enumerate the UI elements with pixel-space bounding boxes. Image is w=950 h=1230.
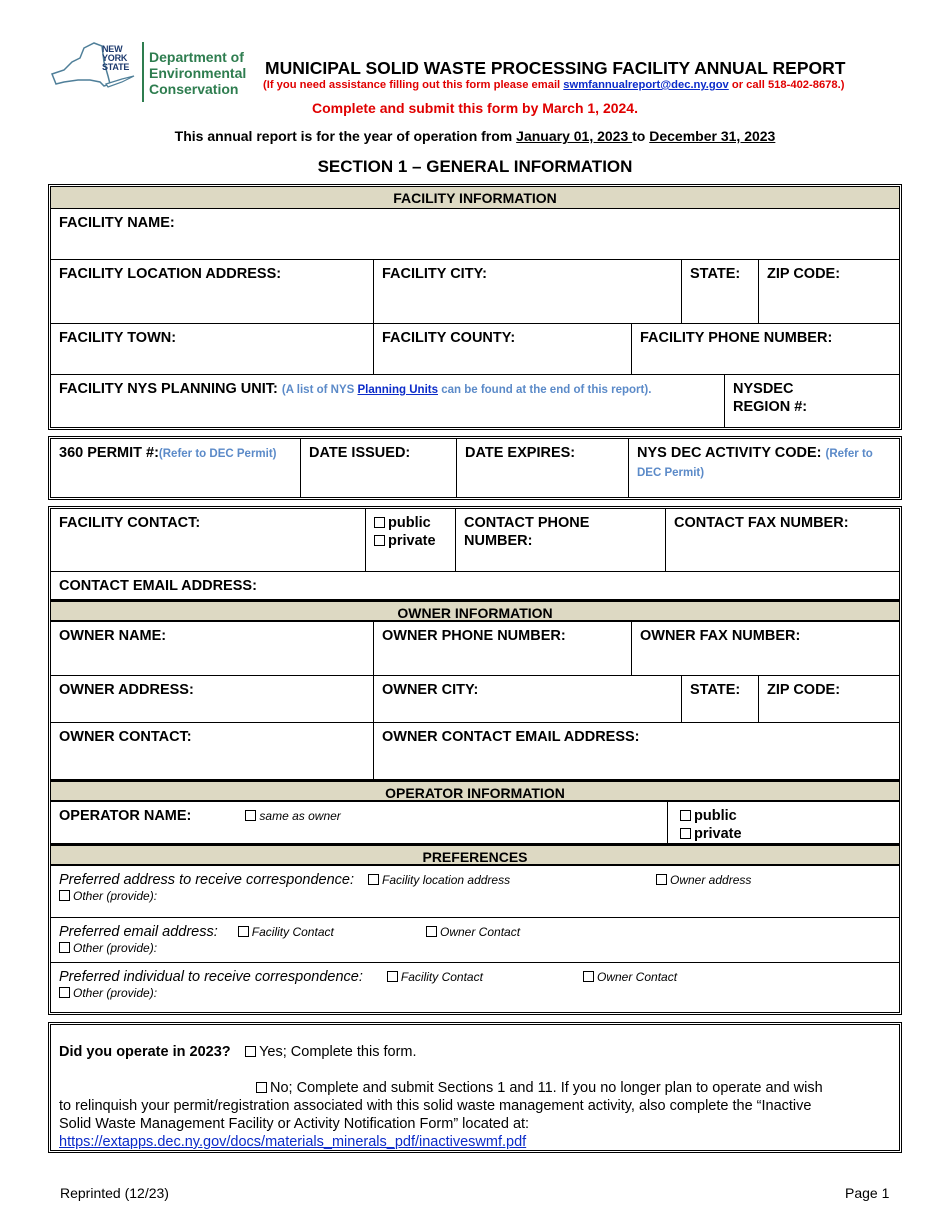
due-date-notice: Complete and submit this form by March 1, 2024. [312, 100, 638, 116]
operate-no-option[interactable]: No; Complete and submit Sections 1 and 11. If you no longer plan to operate and wish [59, 1079, 891, 1097]
facility-city-field[interactable]: FACILITY CITY: [374, 260, 682, 323]
facility-planning-unit-field[interactable]: FACILITY NYS PLANNING UNIT: (A list of NYS Planning Units can be found at the end of this report). [51, 375, 725, 427]
operate-yes-checkbox[interactable] [245, 1046, 256, 1057]
operate-no-text: No; Complete and submit Sections 1 and 11. If you no longer plan to operate and wish to relinquish your permit/registration associated with this solid waste management activity, also complete the “Inactive Solid Waste Management Facility or Activity Notification Form” located at: https://extapps.dec.ny.gov/docs/materials_minerals_pdf/inactiveswmf.pdf [59, 1079, 891, 1151]
nys-dec-logo [50, 40, 255, 106]
owner-contact-field[interactable]: OWNER CONTACT: [51, 723, 374, 779]
same-as-owner-option[interactable]: same as owner [245, 808, 340, 824]
pref-individual-other[interactable]: Other (provide): [59, 984, 891, 1002]
pref-email-facility[interactable]: Facility Contact [238, 924, 334, 940]
pref-address-facility[interactable]: Facility location address [368, 872, 510, 888]
facility-zip-field[interactable]: ZIP CODE: [767, 266, 841, 282]
facility-town-field[interactable]: FACILITY TOWN: [51, 324, 374, 374]
private-checkbox[interactable] [374, 535, 385, 546]
operator-private-option[interactable]: private [680, 825, 891, 843]
facility-name-field[interactable]: FACILITY NAME: [59, 215, 175, 231]
owner-state-field[interactable]: STATE: [682, 676, 759, 722]
operate-yes-option[interactable]: Yes; Complete this form. [245, 1043, 416, 1060]
owner-info-band: OWNER INFORMATION [51, 600, 899, 622]
year-start: January 01, 2023 [516, 128, 633, 144]
pref-email-owner[interactable]: Owner Contact [426, 923, 520, 941]
operator-private-checkbox[interactable] [680, 828, 691, 839]
facility-phone-field[interactable]: FACILITY PHONE NUMBER: [640, 330, 833, 346]
planning-units-link[interactable]: Planning Units [357, 384, 438, 396]
permit-box [48, 436, 902, 500]
operator-public-checkbox[interactable] [680, 810, 691, 821]
logo-department-name: Department of Environmental Conservation [149, 49, 247, 97]
pref-individual-facility[interactable]: Facility Contact [387, 969, 483, 985]
same-as-owner-checkbox[interactable] [245, 810, 256, 821]
report-year-line: This annual report is for the year of operation from January 01, 2023 to December 31, 2023 [174, 128, 776, 144]
owner-address-field[interactable]: OWNER ADDRESS: [51, 676, 374, 722]
pref-address-facility-checkbox[interactable] [368, 874, 379, 885]
date-issued-field[interactable]: DATE ISSUED: [301, 439, 457, 497]
nysdec-region-field[interactable]: NYSDEC REGION #: [733, 381, 808, 415]
permit-number-field[interactable]: 360 PERMIT #:(Refer to DEC Permit) [51, 439, 301, 497]
pref-address-other[interactable]: Other (provide): [59, 887, 891, 905]
contact-phone-field[interactable]: CONTACT PHONE NUMBER: [456, 509, 666, 571]
facility-ownership-type [366, 509, 456, 571]
page-number: Page 1 [845, 1185, 890, 1201]
contact-fax-field[interactable]: CONTACT FAX NUMBER: [674, 515, 849, 531]
facility-info-band: FACILITY INFORMATION [51, 187, 899, 209]
public-option[interactable]: public [374, 514, 447, 532]
facility-info-box [48, 184, 902, 430]
pref-email-row: Preferred email address: Facility Contact Owner Contact Other (provide): [51, 918, 899, 962]
facility-state-field[interactable]: STATE: [682, 260, 759, 323]
activity-code-field[interactable]: NYS DEC ACTIVITY CODE: (Refer to DEC Permit) [637, 445, 873, 479]
owner-fax-field[interactable]: OWNER FAX NUMBER: [640, 628, 801, 644]
contact-email-field[interactable]: CONTACT EMAIL ADDRESS: [59, 578, 257, 594]
preferences-band: PREFERENCES [51, 844, 899, 866]
private-option[interactable]: private [374, 532, 447, 550]
facility-location-field[interactable]: FACILITY LOCATION ADDRESS: [51, 260, 374, 323]
pref-individual-owner-checkbox[interactable] [583, 971, 594, 982]
operator-public-option[interactable]: public [680, 807, 891, 825]
pref-address-other-checkbox[interactable] [59, 890, 70, 901]
operator-info-band: OPERATOR INFORMATION [51, 780, 899, 802]
section-title: SECTION 1 – GENERAL INFORMATION [317, 157, 633, 176]
contact-owner-box [48, 506, 902, 1015]
owner-email-field[interactable]: OWNER CONTACT EMAIL ADDRESS: [382, 729, 640, 745]
operator-name-field[interactable]: OPERATOR NAME: same as owner [51, 802, 668, 843]
pref-address-owner-checkbox[interactable] [656, 874, 667, 885]
assistance-email-link[interactable]: swmfannualreport@dec.ny.gov [563, 79, 729, 91]
owner-zip-field[interactable]: ZIP CODE: [767, 682, 841, 698]
report-title: MUNICIPAL SOLID WASTE PROCESSING FACILITY ANNUAL REPORT [265, 58, 846, 78]
facility-contact-field[interactable]: FACILITY CONTACT: [51, 509, 366, 571]
assistance-note: (If you need assistance filling out this form please email swmfannualreport@dec.ny.gov or call 518-402-8678.) [263, 79, 845, 91]
pref-email-facility-checkbox[interactable] [238, 926, 249, 937]
logo-divider [142, 42, 144, 102]
operator-ownership-type [668, 802, 899, 843]
operation-status-box [48, 1022, 902, 1153]
operate-no-checkbox[interactable] [256, 1082, 267, 1093]
pref-individual-row: Preferred individual to receive correspondence: Facility Contact Owner Contact Other (provide): [51, 963, 899, 1012]
pref-individual-other-checkbox[interactable] [59, 987, 70, 998]
public-checkbox[interactable] [374, 517, 385, 528]
year-end: December 31, 2023 [649, 128, 776, 144]
inactive-form-link[interactable]: https://extapps.dec.ny.gov/docs/materials_minerals_pdf/inactiveswmf.pdf [59, 1134, 527, 1150]
logo-state-name: NEW YORK STATE [102, 44, 130, 72]
pref-email-other[interactable]: Other (provide): [59, 939, 891, 957]
owner-phone-field[interactable]: OWNER PHONE NUMBER: [374, 622, 632, 675]
facility-county-field[interactable]: FACILITY COUNTY: [374, 324, 632, 374]
pref-individual-owner[interactable]: Owner Contact [583, 968, 677, 986]
pref-email-owner-checkbox[interactable] [426, 926, 437, 937]
operate-question: Did you operate in 2023? [59, 1044, 231, 1060]
owner-city-field[interactable]: OWNER CITY: [374, 676, 682, 722]
pref-address-owner[interactable]: Owner address [656, 871, 751, 889]
pref-email-other-checkbox[interactable] [59, 942, 70, 953]
reprint-date: Reprinted (12/23) [60, 1185, 169, 1201]
pref-address-row: Preferred address to receive correspondence: Facility location address Owner address Other (provide): [51, 866, 899, 917]
date-expires-field[interactable]: DATE EXPIRES: [457, 439, 629, 497]
owner-name-field[interactable]: OWNER NAME: [51, 622, 374, 675]
pref-individual-facility-checkbox[interactable] [387, 971, 398, 982]
